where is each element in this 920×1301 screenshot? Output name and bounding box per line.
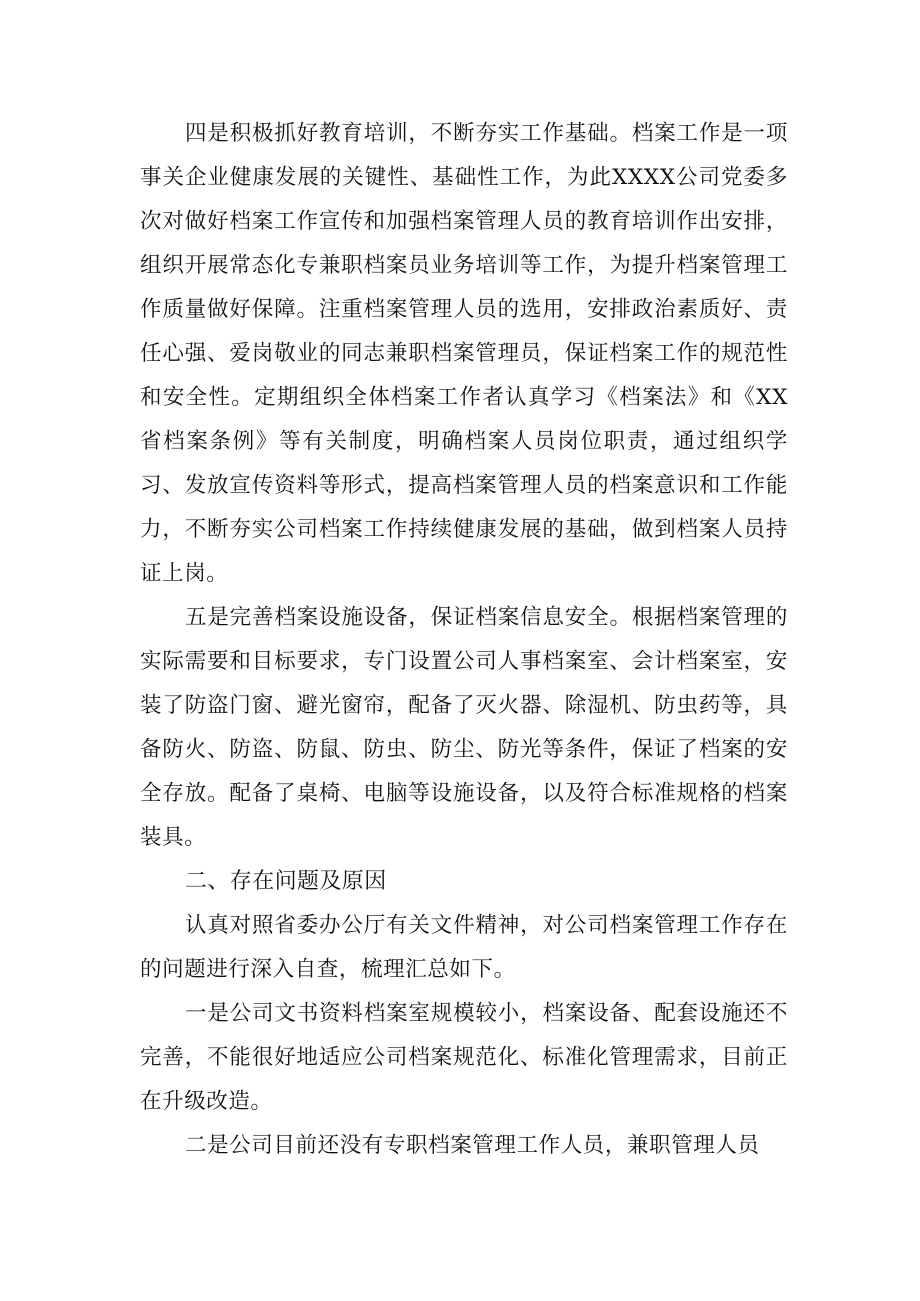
paragraph-problem-one: 一是公司文书资料档案室规模较小，档案设备、配套设施还不完善，不能很好地适应公司档案规范化、标准化管理需求，目前正在升级改造。 (140, 1001, 788, 1114)
document-body (140, 112, 788, 1168)
section-heading-problems: 二、存在问题及原因 (185, 869, 387, 894)
paragraph-education-training: 四是积极抓好教育培训，不断夯实工作基础。档案工作是一项事关企业健康发展的关键性、基础性工作，为此XXXX公司党委多次对做好档案工作宣传和加强档案管理人员的教育培训作出安排，组织开展常态化专兼职档案员业务培训等工作，为提升档案管理工作质量做好保障。注重档案管理人员的选用，安排政治素质好、责任心强、爱岗敬业的同志兼职档案管理员，保证档案工作的规范性和安全性。定期组织全体档案工作者认真学习《档案法》和《XX省档案条例》等有关制度，明确档案人员岗位职责，通过组织学习、发放宣传资料等形式，提高档案管理人员的档案意识和工作能力，不断夯实公司档案工作持续健康发展的基础，做到档案人员持证上岗。 (140, 121, 788, 586)
paragraph-problem-two: 二是公司目前还没有专职档案管理工作人员，兼职管理人员 (185, 1133, 760, 1158)
paragraph-self-inspection: 认真对照省委办公厅有关文件精神，对公司档案管理工作存在的问题进行深入自查，梳理汇总如下。 (140, 913, 788, 982)
paragraph-facilities-equipment: 五是完善档案设施设备，保证档案信息安全。根据档案管理的实际需要和目标要求，专门设置公司人事档案室、会计档案室，安装了防盗门窗、避光窗帘，配备了灭火器、除湿机、防虫药等，具备防火、防盗、防鼠、防虫、防尘、防光等条件，保证了档案的安全存放。配备了桌椅、电脑等设施设备，以及符合标准规格的档案装具。 (140, 605, 788, 850)
